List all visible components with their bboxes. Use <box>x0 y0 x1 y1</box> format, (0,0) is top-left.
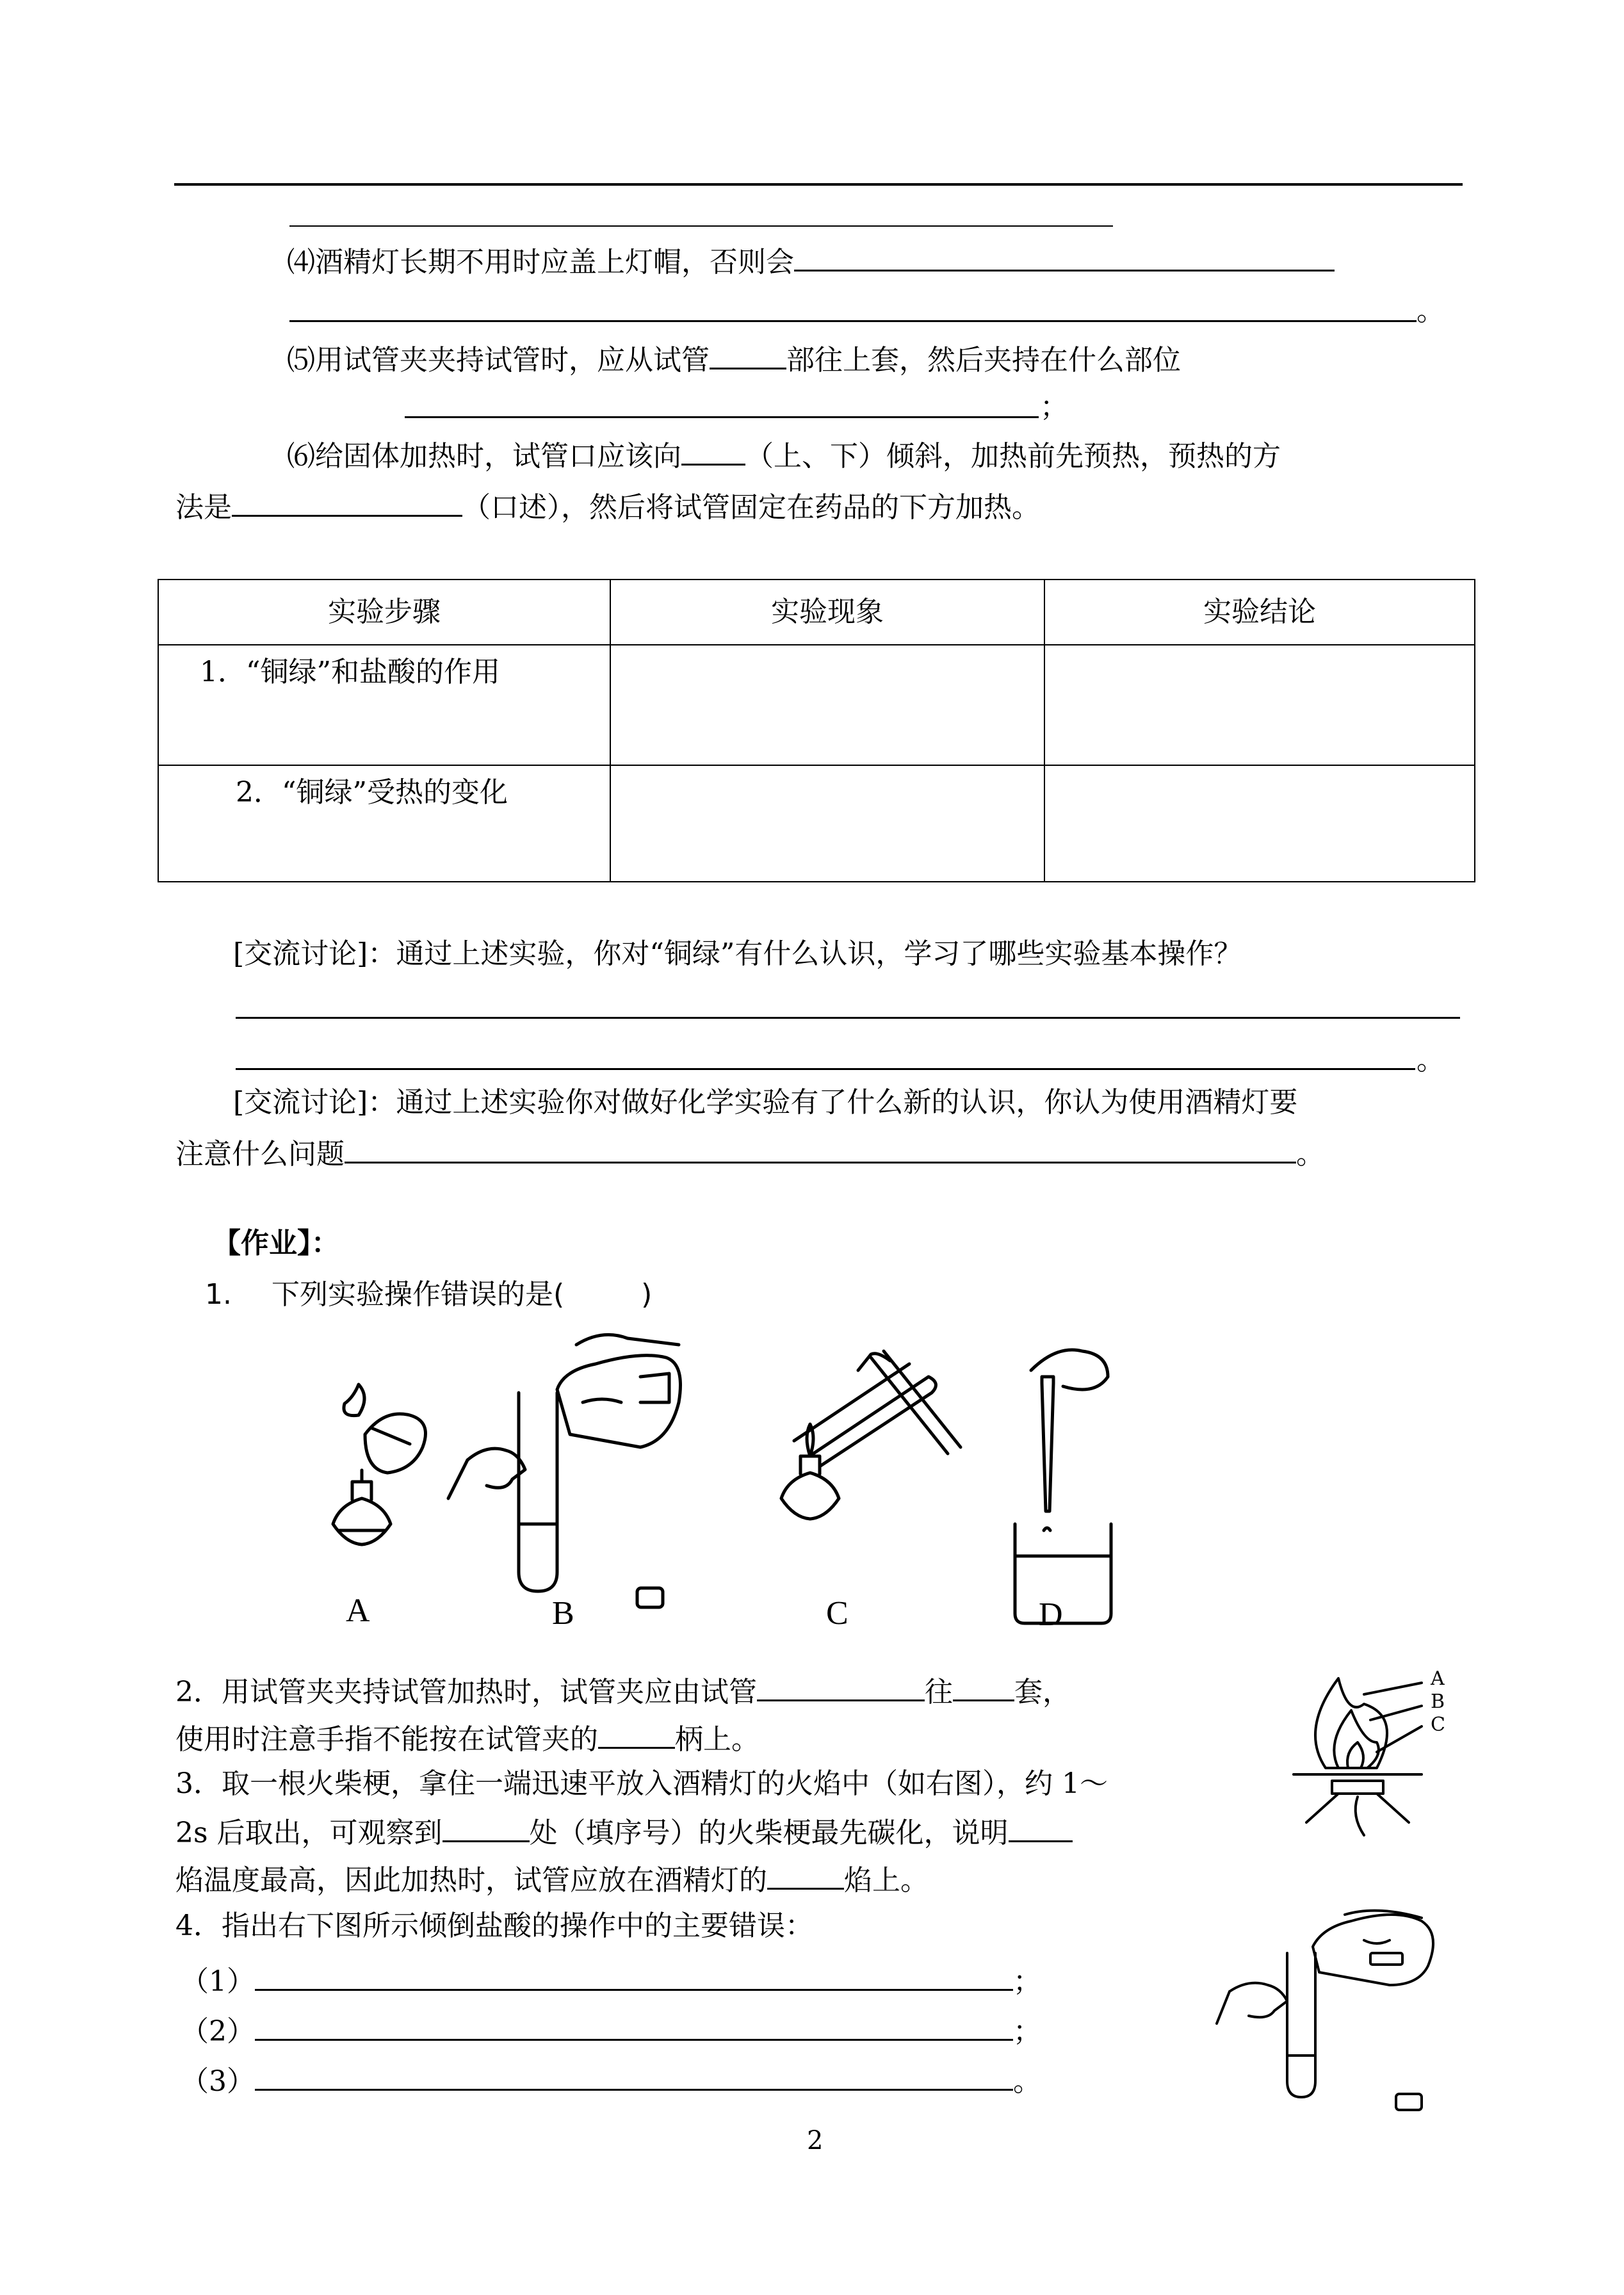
pouring-liquid-icon <box>448 1334 681 1607</box>
question-1-text: 下列实验操作错误的是( ) <box>272 1278 653 1311</box>
table-cell-text: 1．“铜绿”和盐酸的作用 <box>200 656 500 688</box>
table-cell <box>610 645 1044 765</box>
answer-line <box>236 1017 1460 1019</box>
answer-item-3: （3） 。 <box>181 2061 1041 2101</box>
discussion-1: [交流讨论]：通过上述实验，你对“铜绿”有什么认识，学习了哪些实验基本操作？ <box>233 937 1242 970</box>
table-cell-text: 2．“铜绿”受热的变化 <box>236 776 508 809</box>
answer-line <box>289 320 1417 322</box>
line-end-mark: 。 <box>1417 1044 1445 1076</box>
homework-question-4: 4．指出右下图所示倾倒盐酸的操作中的主要错误： <box>175 1910 813 1942</box>
line-end-mark: ； <box>1040 391 1068 423</box>
page-number: 2 <box>807 2126 824 2155</box>
figure-label-c: C <box>826 1595 849 1632</box>
figure-label-a: A <box>346 1593 370 1629</box>
pouring-acid-figure <box>1217 1908 1447 2120</box>
header-rule <box>174 183 1463 186</box>
dropper-beaker-icon <box>1015 1350 1111 1623</box>
answer-item-2: （2） ； <box>181 2011 1041 2051</box>
table-cell <box>158 645 610 765</box>
question-5-top: ⑸用试管夹夹持试管时，应从试管 部往上套，然后夹持在什么部位 <box>287 339 1181 380</box>
table-row <box>158 645 1475 765</box>
question-6-line2: 法是 （口述），然后将试管固定在药品的下方加热。 <box>175 487 1040 527</box>
table-cell <box>158 765 610 882</box>
question-4-top: ⑷酒精灯长期不用时应盖上灯帽，否则会 <box>287 241 1335 282</box>
figure-label-d: D <box>1039 1596 1063 1633</box>
homework-question-2: 2．用试管夹夹持试管加热时，试管夹应由试管 往 套， <box>175 1671 1071 1712</box>
homework-question-3-line2: 2s 后取出，可观察到 处（填序号）的火柴梗最先碳化，说明 <box>175 1812 1073 1853</box>
flame-label-c: C <box>1431 1714 1445 1736</box>
homework-question-2-line2: 使用时注意手指不能按在试管夹的 柄上。 <box>175 1719 759 1759</box>
figure-label-b: B <box>552 1595 574 1632</box>
table-cell <box>1044 765 1475 882</box>
table-header: 实验现象 <box>610 580 1044 645</box>
answer-line <box>236 1068 1415 1070</box>
answer-line <box>289 225 1113 227</box>
answer-line <box>405 416 1039 418</box>
answer-item-1: （1） ； <box>181 1961 1041 2001</box>
table-cell <box>610 765 1044 882</box>
flame-label-a: A <box>1431 1667 1445 1690</box>
experiment-table <box>158 579 1475 882</box>
question-6-top: ⑹给固体加热时，试管口应该向 （上、下）倾斜，加热前先预热，预热的方 <box>287 435 1281 476</box>
question-1-number: 1. <box>205 1278 232 1311</box>
table-header-row <box>158 580 1475 645</box>
table-cell <box>1044 645 1475 765</box>
discussion-2: [交流讨论]：通过上述实验你对做好化学实验有了什么新的认识，你认为使用酒精灯要 <box>233 1086 1298 1119</box>
lab-operations-figure <box>307 1332 1140 1652</box>
table-header: 实验结论 <box>1044 580 1475 645</box>
flame-inner-icon <box>1347 1742 1363 1768</box>
homework-title: 【作业】： <box>213 1227 339 1260</box>
table-header: 实验步骤 <box>158 580 610 645</box>
heating-test-tube-icon <box>781 1351 961 1519</box>
flame-label-b: B <box>1431 1691 1445 1713</box>
homework-question-3-line3: 焰温度最高，因此加热时，试管应放在酒精灯的 焰上。 <box>175 1860 929 1900</box>
line-end-mark: 。 <box>1417 295 1445 327</box>
alcohol-lamp-lighting-icon <box>333 1384 426 1545</box>
discussion-2-line2: 注意什么问题 。 <box>175 1133 1324 1174</box>
homework-question-3: 3．取一根火柴梗，拿住一端迅速平放入酒精灯的火焰中（如右图），约 1～ <box>175 1767 1108 1800</box>
table-row <box>158 765 1475 882</box>
